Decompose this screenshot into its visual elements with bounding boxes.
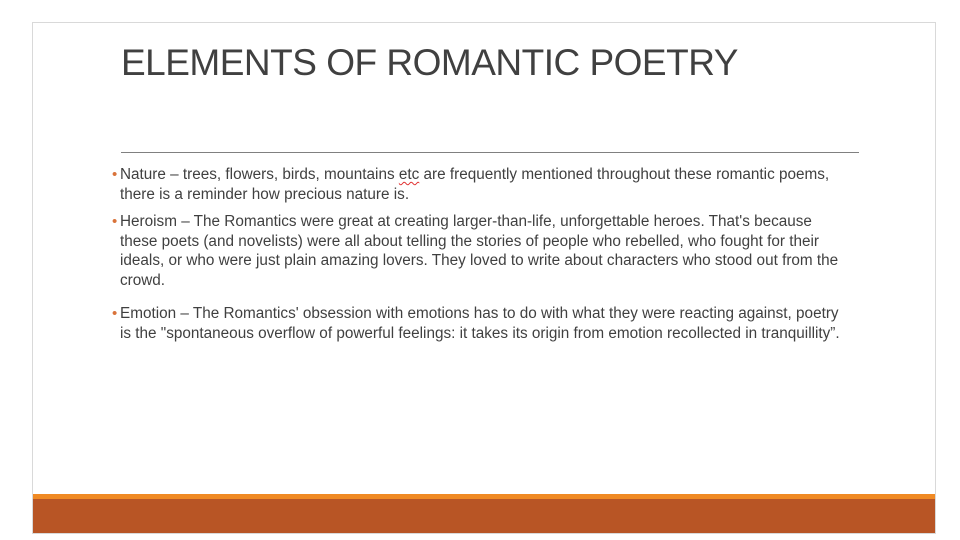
bullet-dot: •	[112, 166, 118, 183]
slide	[32, 22, 936, 534]
bullet-emotion-text: Emotion – The Romantics' obsession with emotions has to do with what they were reacting against, poetry is the "spontaneous overflow of powerful feelings: it takes its origin from emotion recollected in tranquillity”.	[120, 305, 840, 342]
bullet-list	[112, 165, 852, 351]
footer-bar	[33, 499, 935, 534]
bullet-nature	[112, 165, 852, 204]
bullet-dot: •	[112, 305, 118, 322]
bullet-heroism	[112, 212, 852, 290]
bullet-emotion	[112, 304, 852, 343]
bullet-nature-text-start: Nature – trees, flowers, birds, mountains	[120, 166, 399, 183]
bullet-nature-text-end: are frequently mentioned throughout these romantic poems, there is a reminder how precious nature is.	[120, 166, 830, 203]
title-divider	[121, 152, 859, 153]
spellcheck-underlined-word: etc	[398, 166, 420, 183]
bullet-heroism-text: Heroism – The Romantics were great at creating larger-than-life, unforgettable heroes. That's because these poets (and novelists) were all about telling the stories of people who rebelled, who fought for their ideals, or who were just plain amazing lovers. They loved to write about characters who stood out from the crowd.	[120, 213, 839, 289]
bullet-dot: •	[112, 213, 118, 230]
slide-title: ELEMENTS OF ROMANTIC POETRY	[121, 42, 738, 83]
